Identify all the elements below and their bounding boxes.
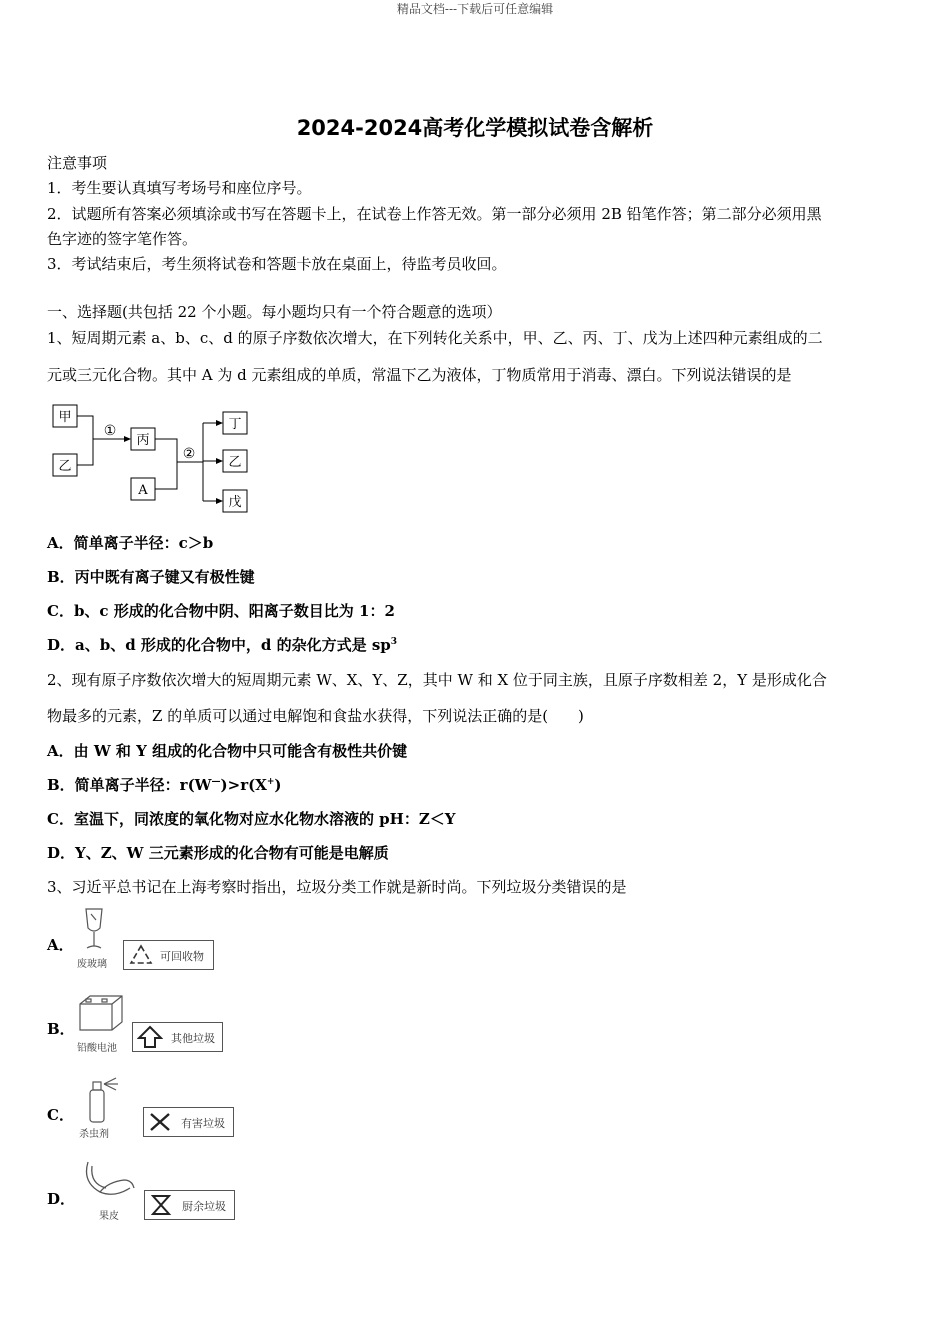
- q1-option-d-sup: 3: [390, 637, 398, 647]
- q3-option-d-letter: D．: [47, 1190, 76, 1208]
- q2-option-b-mid: )>r(X: [220, 776, 267, 794]
- label-bing: 丙: [136, 433, 150, 448]
- q3-option-c-item: 杀虫剂: [79, 1129, 109, 1140]
- q1-option-d: [47, 634, 397, 655]
- label-wu: 戊: [228, 495, 242, 510]
- label-ding: 丁: [228, 417, 242, 432]
- fruit-peel-icon: [80, 1158, 138, 1204]
- q1-option-a: A．简单离子半径：c＞b: [47, 534, 214, 552]
- label-step1: ①: [103, 423, 117, 439]
- q3-option-d-item: 果皮: [99, 1211, 119, 1222]
- q3-option-b-letter: B．: [47, 1020, 75, 1038]
- q2-stem-line1: 2、现有原子序数依次增大的短周期元素 W、X、Y、Z，其中 W 和 X 位于同主族，且原子序数相差 2，Y 是形成化合: [47, 671, 827, 689]
- q3-option-c-bin-label: 有害垃圾: [181, 1117, 225, 1130]
- q1-option-b: B．丙中既有离子键又有极性键: [47, 568, 255, 586]
- q3-option-d-bin: [144, 1190, 235, 1220]
- q2-option-b: [47, 774, 282, 795]
- q1-option-c: C．b、c 形成的化合物中阴、阳离子数目比为 1：2: [47, 602, 395, 620]
- q3-option-b-bin: [132, 1022, 223, 1052]
- hourglass-icon: [149, 1194, 173, 1216]
- section-heading: 一、选择题(共包括 22 个小题。每小题均只有一个符合题意的选项）: [47, 303, 502, 321]
- notice-item-1: 1．考生要认真填写考场号和座位序号。: [47, 179, 312, 197]
- label-step2: ②: [182, 446, 196, 462]
- q2-option-b-pre: B．简单离子半径：r(W: [47, 776, 212, 794]
- page-header: 精品文档---下载后可任意编辑: [396, 2, 554, 16]
- q3-stem: 3、习近平总书记在上海考察时指出，垃圾分类工作就是新时尚。下列垃圾分类错误的是: [47, 878, 627, 896]
- label-yi: 乙: [58, 459, 72, 474]
- notice-item-2-line2: 色字迹的签字笔作答。: [47, 230, 198, 248]
- q3-option-a-bin: [123, 940, 214, 970]
- label-A: A: [138, 483, 148, 498]
- q2-option-b-post: ): [274, 776, 282, 794]
- q2-option-b-sup1: —: [211, 777, 221, 787]
- q1-transformation-diagram: [47, 400, 257, 520]
- other-waste-icon: [137, 1025, 163, 1049]
- page-title: 2024-2024高考化学模拟试卷含解析: [296, 116, 654, 140]
- label-yi-2: 乙: [228, 455, 242, 470]
- q1-stem-line2: 元或三元化合物。其中 A 为 d 元素组成的单质，常温下乙为液体，丁物质常用于消毒、漂白。下列说法错误的是: [47, 366, 792, 384]
- q3-option-c-letter: C．: [47, 1106, 74, 1124]
- q2-option-d: D．Y、Z、W 三元素形成的化合物有可能是电解质: [47, 844, 389, 862]
- q1-stem-line1: 1、短周期元素 a、b、c、d 的原子序数依次增大，在下列转化关系中，甲、乙、丙、丁、戊为上述四种元素组成的二: [47, 329, 823, 347]
- q2-option-b-sup2: +: [266, 777, 275, 787]
- q3-option-d-bin-label: 厨余垃圾: [182, 1200, 226, 1213]
- notice-item-2-line1: 2．试题所有答案必须填涂或书写在答题卡上，在试卷上作答无效。第一部分必须用 2B 铅笔作答；第二部分必须用黑: [47, 205, 822, 223]
- battery-icon: [76, 992, 126, 1038]
- notice-item-3: 3．考试结束后，考生须将试卷和答题卡放在桌面上，待监考员收回。: [47, 255, 507, 273]
- q3-option-b-item: 铅酸电池: [77, 1043, 117, 1054]
- q2-stem-line2: 物最多的元素，Z 的单质可以通过电解饱和食盐水获得，下列说法正确的是( ): [47, 707, 584, 725]
- label-jia: 甲: [58, 410, 72, 425]
- q3-option-c-bin: [143, 1107, 234, 1137]
- q3-option-a-letter: A．: [47, 936, 74, 954]
- q1-option-d-text: D．a、b、d 形成的化合物中，d 的杂化方式是 sp: [47, 636, 391, 654]
- q3-option-a-item: 废玻璃: [77, 959, 107, 970]
- q2-option-c: C．室温下，同浓度的氧化物对应水化物水溶液的 pH：Z＜Y: [47, 810, 456, 828]
- hazardous-waste-icon: [148, 1111, 172, 1133]
- notice-heading: 注意事项: [47, 154, 108, 172]
- spray-can-icon: [80, 1074, 124, 1124]
- recycle-icon: [129, 944, 153, 966]
- q3-option-b-bin-label: 其他垃圾: [171, 1032, 215, 1045]
- q2-option-a: A．由 W 和 Y 组成的化合物中只可能含有极性共价键: [47, 742, 408, 760]
- q3-option-a-bin-label: 可回收物: [160, 950, 204, 963]
